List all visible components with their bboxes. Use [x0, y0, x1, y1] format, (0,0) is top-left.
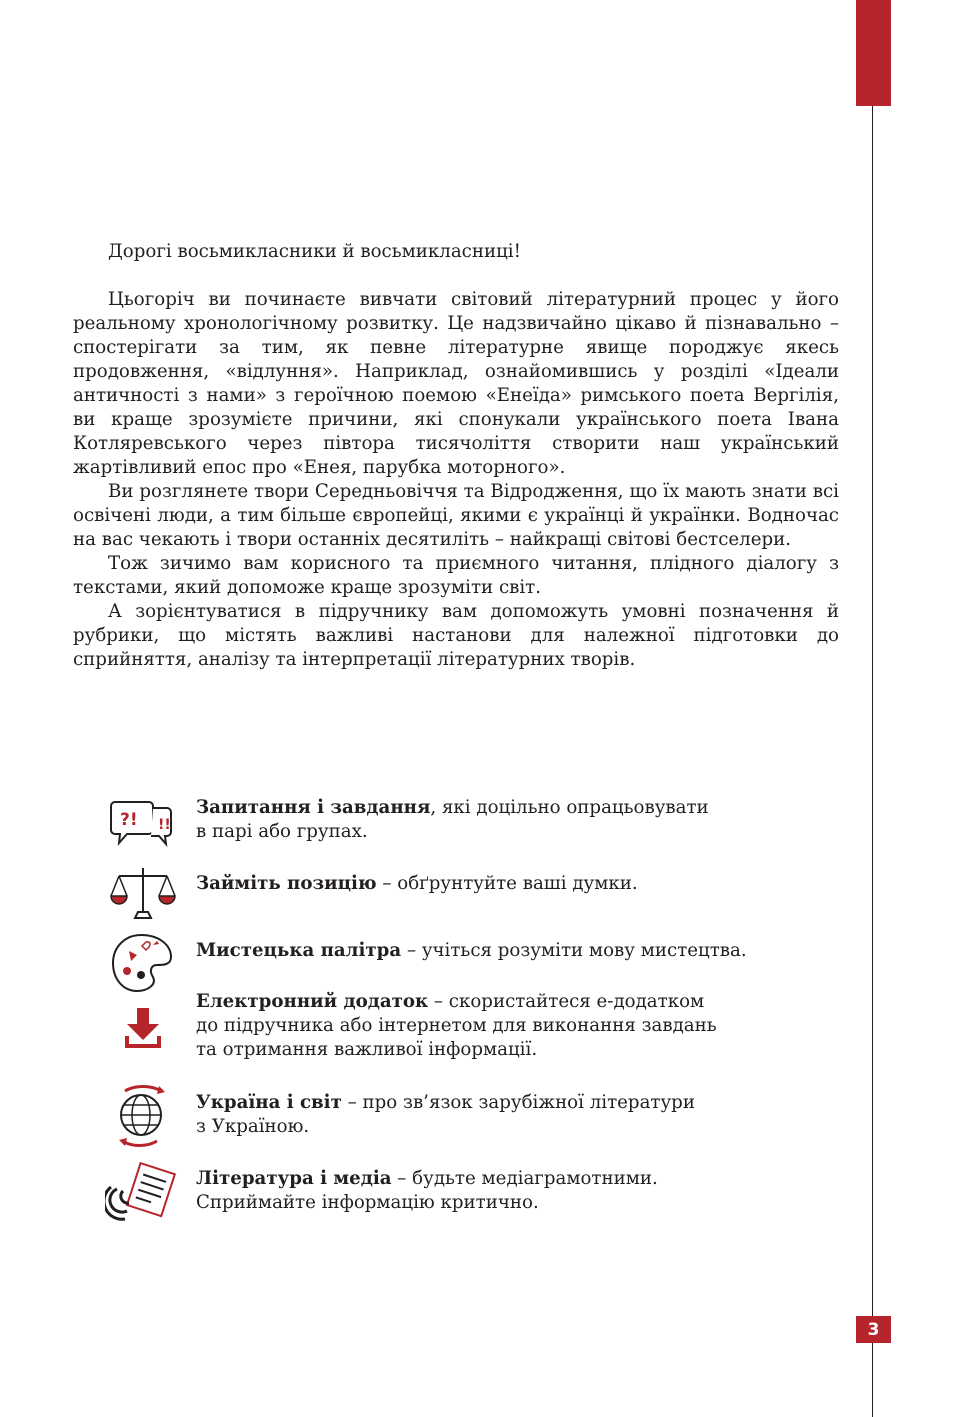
legend-title: Мистецька палітра	[196, 940, 402, 961]
legend-item-ukraine-world	[105, 1091, 825, 1151]
legend-text: – учіться розуміти мову мистецтва.	[401, 940, 747, 961]
page-number: 3	[856, 1316, 891, 1343]
top-chapter-tab	[856, 0, 891, 106]
legend-description	[196, 990, 836, 1062]
legend-title: Україна і світ	[196, 1092, 342, 1113]
legend-title: Література і медіа	[196, 1168, 392, 1189]
legend-item-position	[105, 872, 825, 932]
intro-paragraph: Цьогоріч ви починаєте вивчати світовий літературний процес у його реальному хронологічному розвитку. Це надзвичайно цікаво й пізнавально – спостерігати за тим, як певне літературне явище породжує якесь продовження, «відлуння». Наприклад, ознайомившись у розділі «Ідеали античності з нами» з героїчною поемою «Енеїда» римського поета Вергілія, ви краще зрозумієте причини, які спонукали українського поета Івана Котляревського через півтора тисячоліття створити наш український жартівливий епос про «Енея, парубка моторного».	[73, 289, 839, 478]
legend-title: Займіть позицію	[196, 873, 377, 894]
legend-text: – обґрунтуйте ваші думки.	[376, 873, 638, 894]
legend-item-media	[105, 1167, 825, 1227]
legend-text: , які доцільно опрацьовувати в парі або групах.	[196, 797, 709, 842]
media-icon	[105, 1159, 181, 1227]
legend-description	[196, 1167, 836, 1215]
legend-title: Запитання і завдання	[196, 797, 431, 818]
intro-paragraph: Ви розглянете твори Середньовіччя та Відродження, що їх мають знати всі освічені люди, а тим більше європейці, якими є українці й українки. Водночас на вас чекають і твори останніх десятиліть – найкращі світові бестселери.	[73, 481, 839, 550]
speech-bubbles-icon	[105, 796, 181, 864]
intro-paragraph: Тож зичимо вам корисного та приємного читання, плідного діалогу з текстами, який допоможе краще зрозуміти світ.	[73, 553, 839, 598]
legend-description	[196, 939, 836, 963]
globe-icon	[105, 1081, 181, 1149]
legend-item-questions	[105, 796, 825, 856]
legend-description	[196, 872, 836, 896]
legend-description	[196, 796, 836, 844]
palette-icon	[105, 929, 181, 997]
legend-text: – будьте медіаграмотними. Сприймайте інформацію критично.	[196, 1168, 658, 1213]
legend-text: – про зв’язок зарубіжної літератури з Україною.	[196, 1092, 695, 1137]
legend-title: Електронний додаток	[196, 991, 429, 1012]
legend-description	[196, 1091, 836, 1139]
svg-text:?!: ?!	[120, 810, 138, 830]
legend-item-e-supplement	[105, 990, 825, 1060]
download-icon	[105, 1002, 181, 1070]
margin-line	[872, 106, 873, 1417]
greeting: Дорогі восьмикласники й восьмикласниці!	[108, 241, 521, 262]
svg-text:!!: !!	[158, 817, 171, 833]
intro-paragraph: А зорієнтуватися в підручнику вам допоможуть умовні позначення й рубрики, що містять важливі настанови для належної підготовки до сприйняття, аналізу та інтерпретації літературних творів.	[73, 601, 839, 670]
legend-text: – скористайтеся е-додатком до підручника або інтернетом для виконання завдань та отримання важливої інформації.	[196, 991, 717, 1060]
scales-icon	[105, 862, 181, 930]
intro-text	[73, 240, 839, 672]
